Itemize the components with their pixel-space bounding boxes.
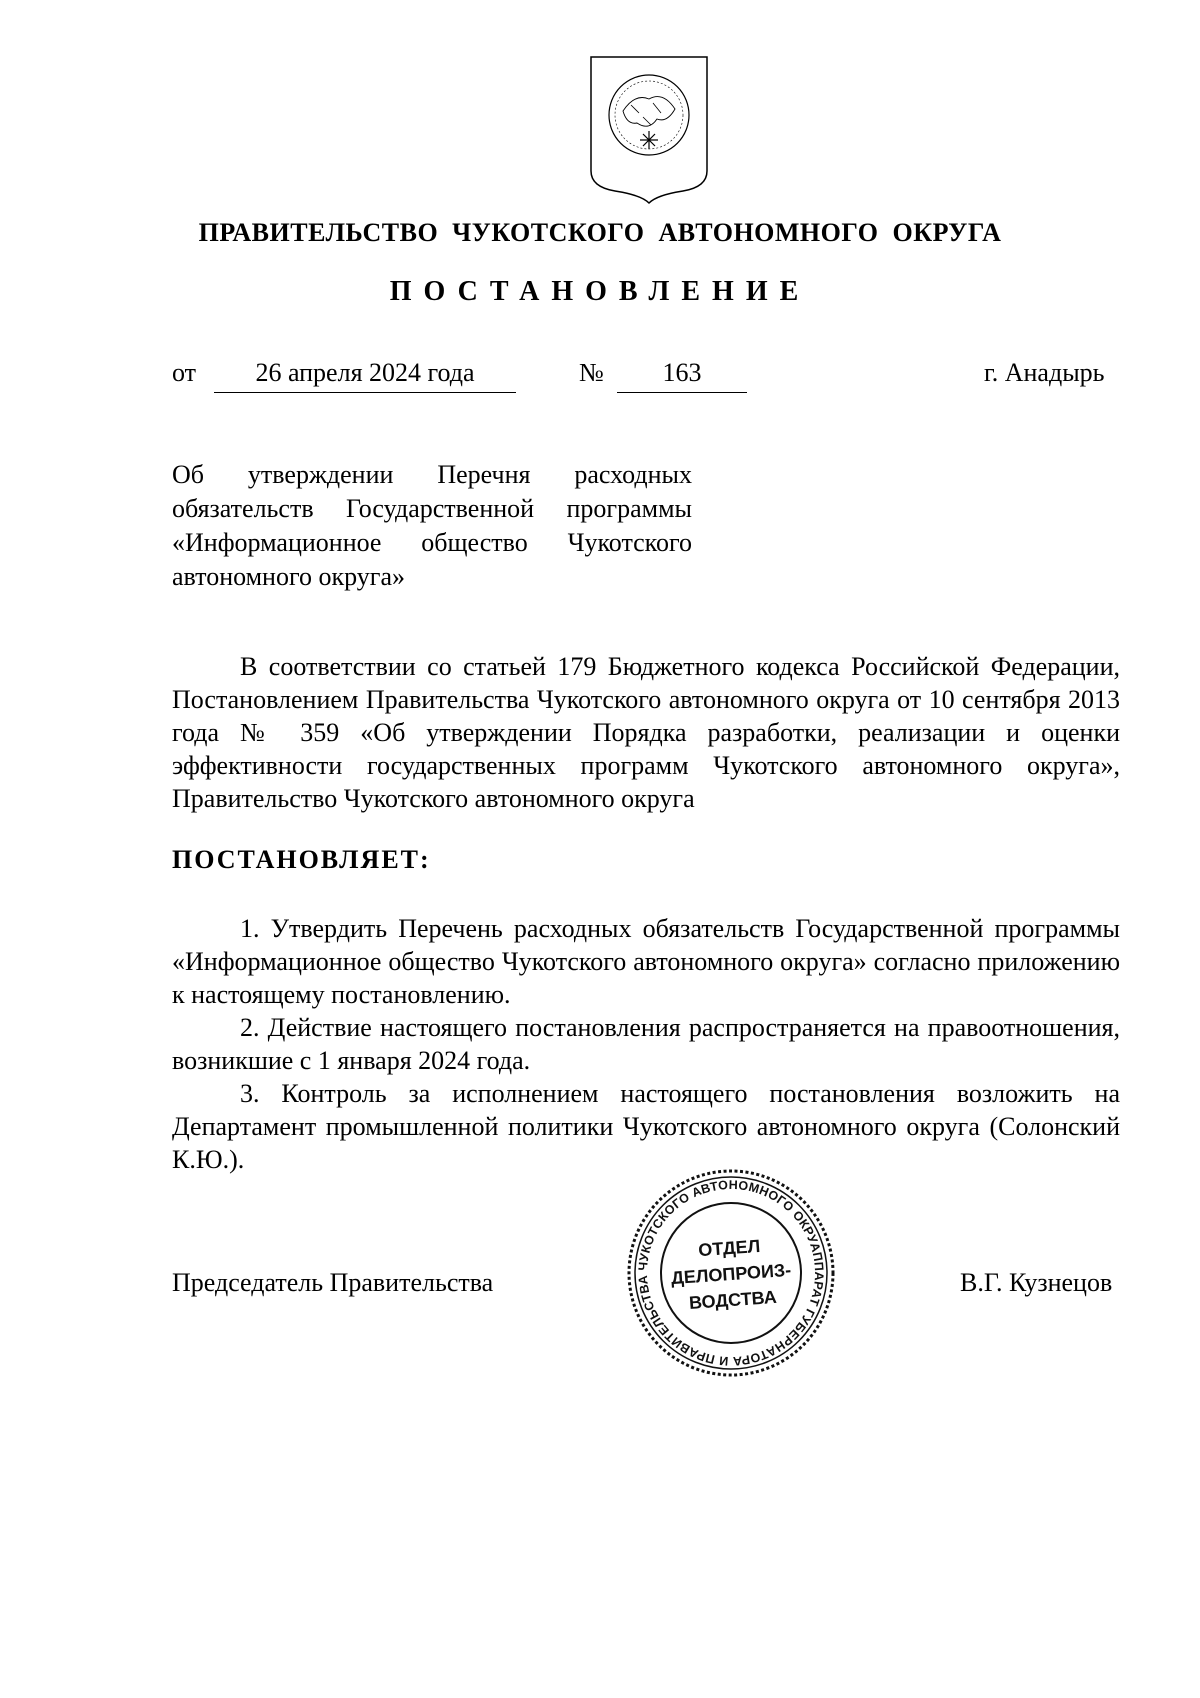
date-prefix-label: от [172,358,197,387]
document-date: 26 апреля 2024 года [214,358,516,393]
resolution-item: 1. Утвердить Перечень расходных обязательств Государственной программы «Информационное общество Чукотского автономного округа» согласно приложению к настоящему постановлению. [172,914,1120,1009]
stamp-center-line-2: ДЕЛОПРОИЗ- [670,1259,792,1289]
preamble-block [172,650,1120,815]
stamp-center-line-1: ОТДЕЛ [697,1235,761,1261]
document-number: 163 [617,358,747,393]
resolution-item: 2. Действие настоящего постановления распространяется на правоотношения, возникшие с 1 января 2024 года. [172,1013,1120,1075]
stamp-center-line-3: ВОДСТВА [688,1286,778,1313]
resolution-items [172,912,1120,1176]
document-type-heading: ПОСТАНОВЛЕНИЕ [389,276,811,307]
coat-of-arms-emblem [587,53,711,205]
resolves-heading: ПОСТАНОВЛЯЕТ: [172,845,431,874]
preamble-paragraph: В соответствии со статьей 179 Бюджетного кодекса Российской Федерации, Постановлением Правительства Чукотского автономного округа от 10 сентября 2013 года № 359 «Об утверждении Порядка разработки, реализации и оценки эффективности государственных программ Чукотского автономного округа», Правительство Чукотского автономного округа [172,652,1120,813]
number-sign-label: № [579,358,604,387]
document-city: г. Анадырь [984,358,1105,387]
document-subject: Об утверждении Перечня расходных обязательств Государственной программы «Информационное общество Чукотского автономного округа» [172,460,692,591]
signatory-name: В.Г. Кузнецов [960,1268,1113,1297]
signatory-role: Председатель Правительства [172,1268,494,1297]
resolution-item: 3. Контроль за исполнением настоящего постановления возложить на Департамент промышленной политики Чукотского автономного округа (Солонский К.Ю.). [172,1079,1120,1174]
official-stamp [626,1168,836,1378]
organization-title: ПРАВИТЕЛЬСТВО ЧУКОТСКОГО АВТОНОМНОГО ОКРУГА [198,218,1002,247]
stamp-ring-text: АППАРАТ ГУБЕРНАТОРА И ПРАВИТЕЛЬСТВА ЧУКОТСКОГО АВТОНОМНОГО ОКРУГА [635,1177,827,1369]
